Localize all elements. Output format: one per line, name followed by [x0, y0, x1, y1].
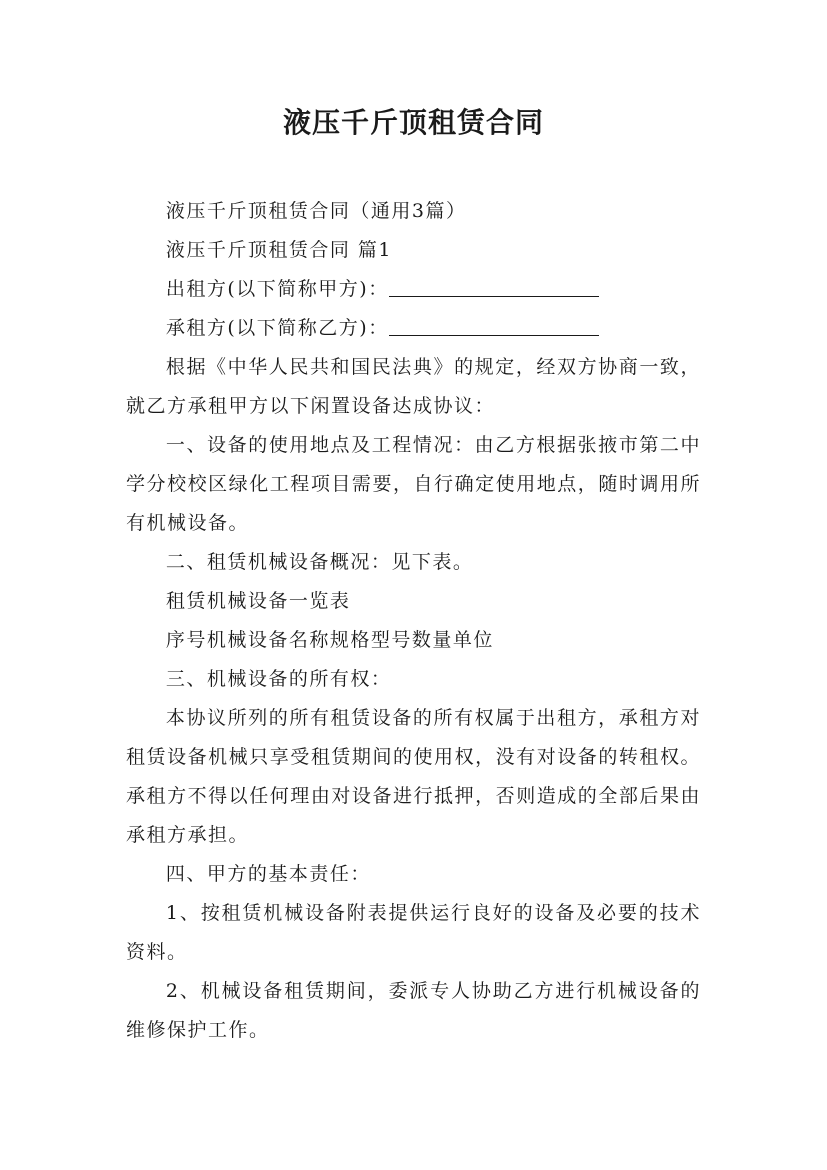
paragraph-equipment-list-title: 租赁机械设备一览表 — [165, 590, 351, 612]
document-body — [126, 192, 701, 1050]
document-title: 液压千斤顶租赁合同 — [282, 106, 544, 139]
paragraph-duty-2: 2、机械设备租赁期间，委派专人协助乙方进行机械设备的维修保护工作。 — [126, 980, 701, 1041]
lessor-blank-line — [389, 272, 599, 297]
lessee-label: 承租方(以下简称乙方)： — [165, 317, 389, 339]
paragraph-lessee — [126, 309, 701, 348]
paragraph-clause-2: 二、租赁机械设备概况：见下表。 — [165, 551, 474, 573]
paragraph-equipment-table-header: 序号机械设备名称规格型号数量单位 — [165, 629, 494, 651]
paragraph-heading: 液压千斤顶租赁合同（通用3篇） — [165, 200, 467, 222]
paragraph-clause-1: 一、设备的使用地点及工程情况：由乙方根据张掖市第二中学分校校区绿化工程项目需要，自行确定使用地点，随时调用所有机械设备。 — [126, 434, 701, 534]
lessee-blank-line — [389, 311, 599, 336]
paragraph-ownership: 本协议所列的所有租赁设备的所有权属于出租方，承租方对租赁设备机械只享受租赁期间的使用权，没有对设备的转租权。承租方不得以任何理由对设备进行抵押，否则造成的全部后果由承租方承担。 — [126, 707, 701, 846]
lessor-label: 出租方(以下简称甲方)： — [165, 278, 389, 300]
paragraph-lessor — [126, 270, 701, 309]
paragraph-preamble: 根据《中华人民共和国民法典》的规定，经双方协商一致，就乙方承租甲方以下闲置设备达成协议： — [126, 356, 701, 417]
paragraph-section-title: 液压千斤顶租赁合同 篇1 — [165, 239, 393, 261]
paragraph-clause-3: 三、机械设备的所有权： — [165, 668, 392, 690]
paragraph-duty-1: 1、按租赁机械设备附表提供运行良好的设备及必要的技术资料。 — [126, 902, 701, 963]
paragraph-clause-4: 四、甲方的基本责任： — [165, 863, 371, 885]
